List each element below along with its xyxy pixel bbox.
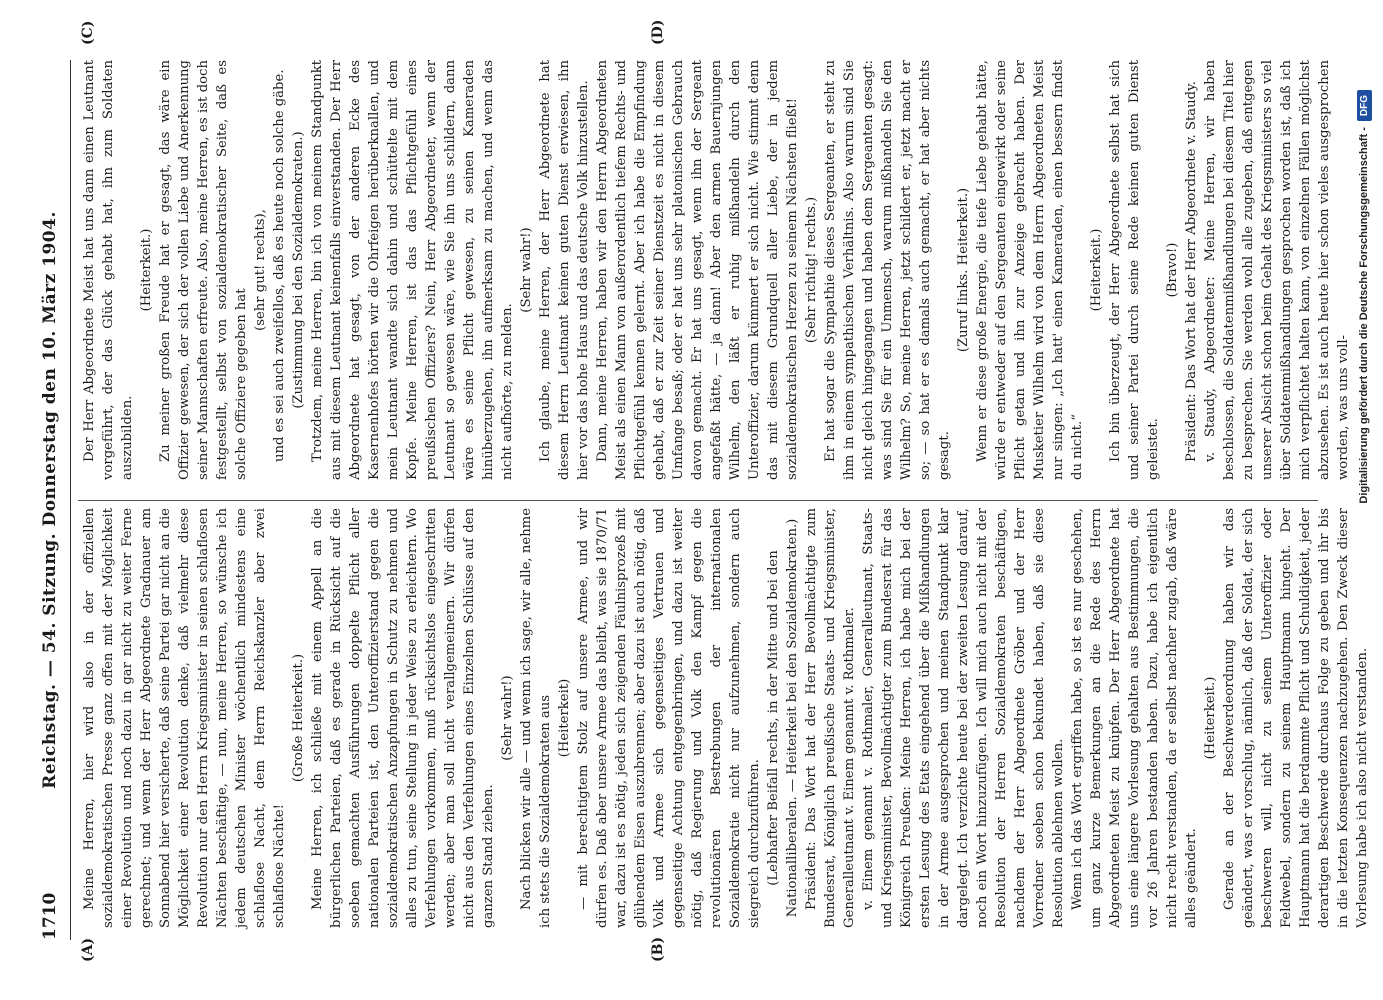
interjection: (Bravo!) (1165, 242, 1180, 298)
paragraph: Trotzdem, meine Herren, bin ich von meinem Standpunkt aus mit diesem Leutnant keinenfalls einverstanden. Der Herr Abgeordnete hat gesagt, von der anderen Ecke des Kasernenhofes hörten wir die Ohrfeigen herüberknallen, und mein Leutnant wandte sich dahin und schüttelte mit dem Kopfe. Meine Herren, ist das das Pflichtgefühl eines preußischen Offiziers? Nein, Herr Abgeordneter, wenn der Leutnant so gewesen wäre, wie Sie ihn uns schildern, dann wäre es seine Pflicht gewesen, zu seinen Kameraden hinüberzugehen, ihn aufmerksam zu machen, und wenn das nicht aufhörte, zu melden. (310, 60, 515, 480)
interjection: (Zustimmung bei den Sozialdemokraten.) (291, 131, 306, 409)
header-rule (70, 60, 71, 940)
paragraph: Dann, meine Herren, haben wir den Herrn Abgeordneten Meist als einen Mann von außerordentlich tiefem Rechts- und Pflichtgefühl kennen gelernt. Aber ich habe die Empfindung gehabt, daß er zur Zeit seiner Dienstzeit es nicht in diesem Umfange besaß; oder er hat uns sehr platonischen Gebrauch davon gemacht. Er hat uns gesagt, wenn ihn der Sergeant angefaßt hätte, — ja dann! Aber den armen Bauernjungen Wilhelm, den läßt er ruhig mißhandeln durch den Unteroffizier, darum kümmert er sich nicht. Wie stimmt denn das mit diesem Grundquell aller Liebe, der in jedem sozialdemokratischen Herzen zu seinem Nächsten fließt! (595, 60, 800, 480)
interjection: (Heiterkeit.) (139, 228, 154, 312)
page-title: Reichstag. — 54. Sitzung. Donnerstag den 10. März 1904. (40, 211, 60, 789)
interjection: (Sehr wahr!) (500, 675, 515, 761)
speaker-paragraph: v. Einem genannt v. Rothmaler, Generalleutnant, Staats- und Kriegsminister, Bevollmächtigter zum Bundesrat für das Königreich Preußen: Meine Herren, ich habe mich bei der ersten Lesung des Etats eingehend über die Mißhandlungen in der Armee ausgesprochen und meinen Standpunkt klar dargelegt. Ich verzichte heute bei der zweiten Lesung darauf, noch ein Wort hinzuzufügen. Ich will mich auch nicht mit der Resolution der Herren Sozialdemokraten beschäftigen, nachdem der Herr Abgeordnete Gröber und der Herr Vorredner soeben schon bekundet haben, daß sie diese Resolution ablehnen wollen. (861, 508, 1066, 928)
page-header (40, 60, 70, 940)
credit-text: Digitalisierung gefördert durch die Deutsche Forschungsgemeinschaft - (1358, 127, 1370, 504)
interjection: (Große Heiterkeit.) (291, 653, 306, 783)
interjection: (Heiterkeit.) (1089, 228, 1104, 312)
paragraph: Zu meiner großen Freude hat er gesagt, das wäre ein Offizier gewesen, der sich der vollen Liebe und Anerkennung seiner Mannschaften erfreute. Also, meine Herren, es ist doch festgestellt, selbst von sozialdemokratischer Seite, daß es solche Offiziere gegeben hat (158, 60, 249, 480)
page-number: 1710 (40, 892, 60, 940)
speaker-paragraph: Präsident: Das Wort hat der Herr Bevollmächtigte zum Bundesrat, Königlich preußische Staats- und Kriegsminister, Generalleutnant v. Einem genannt v. Rothmaler. (804, 508, 857, 928)
left-column (80, 508, 1370, 928)
interjection: (Lebhafter Beifall rechts, in der Mitte und bei den Nationalliberalen. — Heiterkeit bei den Sozialdemokraten.) (766, 518, 800, 918)
paragraph: Wenn ich das Wort ergriffen habe, so ist es nur geschehen, um ganz kurze Bemerkungen an die Rede des Herrn Abgeordneten Meist zu knüpfen. Der Herr Abgeordnete hat uns eine längere Vorlesung gehalten aus Bestimmungen, die vor 26 Jahren bestanden haben. Dazu, habe ich eigentlich nicht recht verstanden, da er selbst nachher zugab, daß wäre alles geändert. (1070, 508, 1199, 928)
paragraph: Der Herr Abgeordnete Meist hat uns dann einen Leutnant vorgeführt, der das Glück gehabt hat, ihn zum Soldaten auszubilden. (82, 60, 135, 480)
paragraph: Gerade an der Beschwerdeordnung haben wir das geändert, was er vorschlug, nämlich, daß der Soldat, der sich beschweren will, nicht zu seinem Unteroffizier oder Feldwebel, sondern zu seinem Hauptmann hingeht. Der Hauptmann hat die berdammte Pflicht und Schuldigkeit, jeder derartigen Beschwerde durchaus Folge zu geben und ihr bis in die letzten Konsequenzen nachzugehen. Den Zweck dieser Vorlesung habe ich also nicht verstanden. (1222, 508, 1370, 928)
margin-marker-d: (D) (650, 19, 666, 45)
paragraph: Ich bin überzeugt, der Herr Abgeordnete selbst hat sich und seiner Partei durch seine Rede keinen guten Dienst geleistet. (1108, 60, 1161, 480)
margin-marker-a: (A) (80, 937, 96, 962)
margin-marker-b: (B) (650, 936, 666, 962)
interjection: (sehr gut! rechts), (253, 209, 268, 331)
paragraph: Er hat sogar die Sympathie dieses Sergeanten, er steht zu ihm in einem sympathischen Verhältnis. Also warum sind Sie nicht gleich hingegangen und haben dem Sergeanten gesagt: was sind Sie für ein Unmensch, warum mißhandeln Sie den Wilhelm? So, meine Herren, jetzt schildert er, jetzt macht er so; — so hat er es damals auch gemacht, er hat aber nichts gesagt. (823, 60, 952, 480)
paragraph: Nach blicken wir alle — und wenn ich sage, wir alle, nehme ich stets die Sozialdemokraten aus (519, 508, 553, 928)
interjection: (Zuruf links. Heiterkeit.) (956, 187, 971, 353)
paragraph: Ich glaube, meine Herren, der Herr Abgeordnete hat diesem Herrn Leutnant keinen guten Dienst erwiesen, ihn hier vor das hohe Haus und das deutsche Volk hinzustellen. (538, 60, 591, 480)
speaker-paragraph: v. Staudy, Abgeordneter: Meine Herren, wir haben beschlossen, die Soldatenmißhandlungen bei diesem Titel hier zu besprechen. Sie werden wohl alle zugeben, daß entgegen unserer Absicht schon beim Gehalt des Kriegsministers so viel über Soldatenmißhandlungen gesprochen worden ist, daß ich mich verpflichtet halten kann, von einzelnen Fällen möglichst abzusehen. Es ist auch heute hier schon vieles ausgesprochen worden, was uns voll- (1203, 60, 1351, 480)
column-divider (78, 500, 1318, 501)
right-column (80, 60, 1351, 480)
speaker-paragraph: Präsident: Das Wort hat der Herr Abgeordnete v. Staudy. (1184, 81, 1199, 462)
paragraph: Wenn er diese große Energie, die tiefe Liebe gehabt hätte, würde er entweder auf den Sergeanten eingewirkt oder seine Pflicht getan und ihn zur Anzeige gebracht haben. Der Musketier Wilhelm wird von dem Herrn Abgeordneten Meist nur singen: „Ich hatt' einen Kameraden, einen bessern findst du nicht.“ (975, 60, 1085, 480)
margin-marker-c: (C) (80, 20, 96, 45)
interjection: (Heiterkeit) (557, 678, 572, 758)
interjection: (Sehr wahr!) (519, 227, 534, 313)
paragraph: — mit berechtigtem Stolz auf unsere Armee, und wir dürfen es. Daß aber unsere Armee das bleibt, was sie 1870/71 war, dazu ist es nötig, jeden sich zeigenden Fäulnisprozeß mit glühendem Eisen auszubrennen; aber dazu ist auch nötig, daß Volk und Armee sich gegenseitiges Vertrauen und gegenseitige Achtung entgegenbringen, und dazu ist weiter nötig, daß Regierung und Volk den Kampf gegen die revolutionären Bestrebungen der internationalen Sozialdemokratie nicht nur aufzunehmen, sondern auch siegreich durchzuführen. (576, 508, 762, 928)
paragraph: Meine Herren, ich schließe mit einem Appell an die bürgerlichen Parteien, daß es gerade in Rücksicht auf die soeben gemachten Ausführungen doppelte Pflicht aller nationalen Parteien ist, den Unteroffizierstand gegen die sozialdemokratischen Anzapfungen in Schutz zu nehmen und alles zu tun, seine Stellung in jeder Weise zu erleichtern. Wo Verfehlungen vorkommen, muß rücksichtslos eingeschritten werden; aber man soll nicht verallgemeinern. Wir dürfen nicht aus den Verfehlungen eines Einzelnen Schlüsse auf den ganzen Stand ziehen. (310, 508, 496, 928)
paragraph: und es sei auch zweifellos, daß es heute noch solche gäbe. (272, 69, 287, 462)
interjection: (Sehr richtig! rechts.) (804, 196, 819, 344)
paragraph: Meine Herren, hier wird also in der offiziellen sozialdemokratischen Presse ganz offen mit der Möglichkeit einer Revolution und noch dazu in gar nicht zu weiter Ferne gerechnet; und wenn der Herr Abgeordnete Gradnauer am Sonnabend hier versicherte, daß seine Partei gar nicht an die Möglichkeit einer Revolution denke, daß vielmehr diese Revolution nur den Herrn Kriegsminister in seinen schlaflosen Nächten beschäftige, — nun, meine Herren, so wünsche ich jedem deutschen Minister wöchentlich mindestens eine schlaflose Nacht, dem Herrn Reichskanzler aber zwei schlaflose Nächte! (82, 508, 287, 928)
digitization-credit (1352, 90, 1376, 910)
interjection: (Heiterkeit.) (1203, 676, 1218, 760)
dfg-logo: DFG (1357, 90, 1372, 121)
